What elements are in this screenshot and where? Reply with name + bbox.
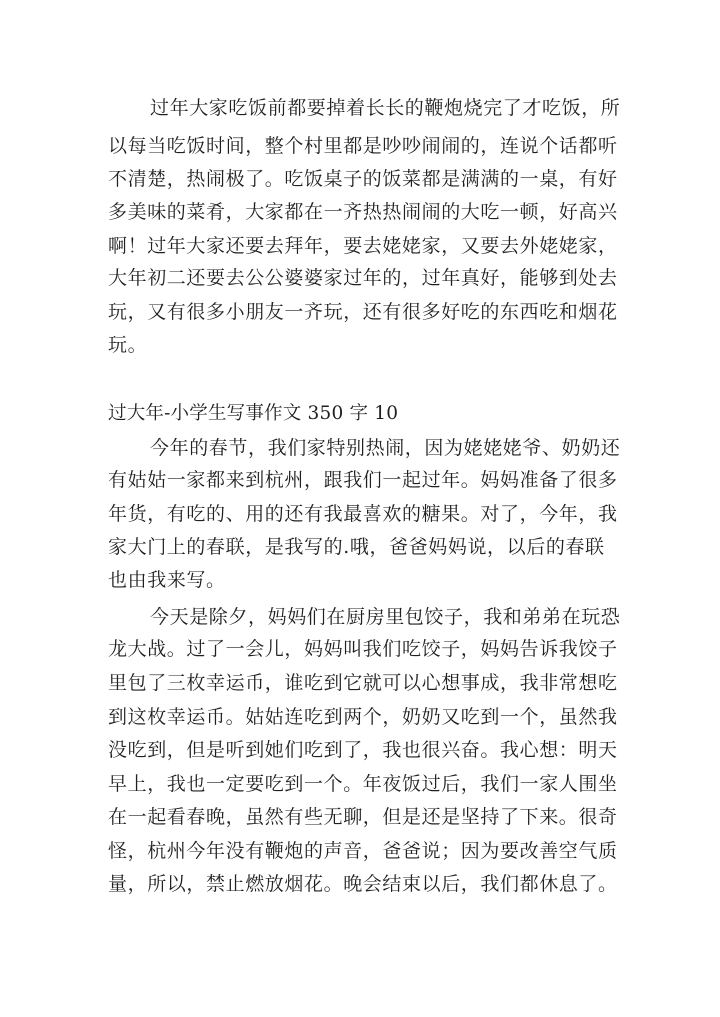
paragraph-line: 大年初二还要去公公婆婆家过年的，过年真好，能够到处去 [108, 267, 618, 289]
paragraph-line: 怪，杭州今年没有鞭炮的声音，爸爸说；因为要改善空气质 [108, 840, 618, 862]
paragraph-line: 玩。 [108, 334, 148, 356]
paragraph-line: 啊！过年大家还要去拜年，要去姥姥家，又要去外姥姥家， [108, 235, 618, 257]
paragraph-line: 里包了三枚幸运币，谁吃到它就可以心想事成，我非常想吃 [108, 672, 618, 694]
paragraph-line: 不清楚，热闹极了。吃饭桌子的饭菜都是满满的一桌，有好 [108, 168, 618, 190]
paragraph-line: 在一起看春晚，虽然有些无聊，但是还是坚持了下来。很奇 [108, 806, 618, 828]
paragraph-line: 多美味的菜肴，大家都在一齐热热闹闹的大吃一顿，好高兴 [108, 201, 618, 223]
paragraph-line: 量，所以，禁止燃放烟花。晚会结束以后，我们都休息了。 [108, 873, 618, 895]
paragraph-line: 过年大家吃饭前都要掉着长长的鞭炮烧完了才吃饭，所 [150, 97, 621, 119]
paragraph-line: 今天是除夕，妈妈们在厨房里包饺子，我和弟弟在玩恐 [150, 606, 621, 628]
paragraph-line: 今年的春节，我们家特别热闹，因为姥姥姥爷、奶奶还 [150, 437, 621, 459]
paragraph-line: 没吃到，但是听到她们吃到了，我也很兴奋。我心想：明天 [108, 739, 618, 761]
paragraph-line: 早上，我也一定要吃到一个。年夜饭过后，我们一家人围坐 [108, 773, 618, 795]
paragraph-line: 家大门上的春联，是我写的.哦，爸爸妈妈说，以后的春联 [108, 536, 605, 558]
paragraph-line: 有姑姑一家都来到杭州，跟我们一起过年。妈妈准备了很多 [108, 469, 618, 491]
paragraph-line: 以每当吃饭时间，整个村里都是吵吵闹闹的，连说个话都听 [108, 135, 618, 157]
paragraph-line: 也由我来写。 [108, 569, 226, 591]
paragraph-line: 到这枚幸运币。姑姑连吃到两个，奶奶又吃到一个，虽然我 [108, 706, 618, 728]
essay-title: 过大年-小学生写事作文 350 字 10 [108, 403, 399, 424]
paragraph-line: 龙大战。过了一会儿，妈妈叫我们吃饺子，妈妈告诉我饺子 [108, 638, 618, 660]
paragraph-line: 玩，又有很多小朋友一齐玩，还有很多好吃的东西吃和烟花 [108, 301, 618, 323]
paragraph-line: 年货，有吃的、用的还有我最喜欢的糖果。对了，今年，我 [108, 503, 618, 525]
